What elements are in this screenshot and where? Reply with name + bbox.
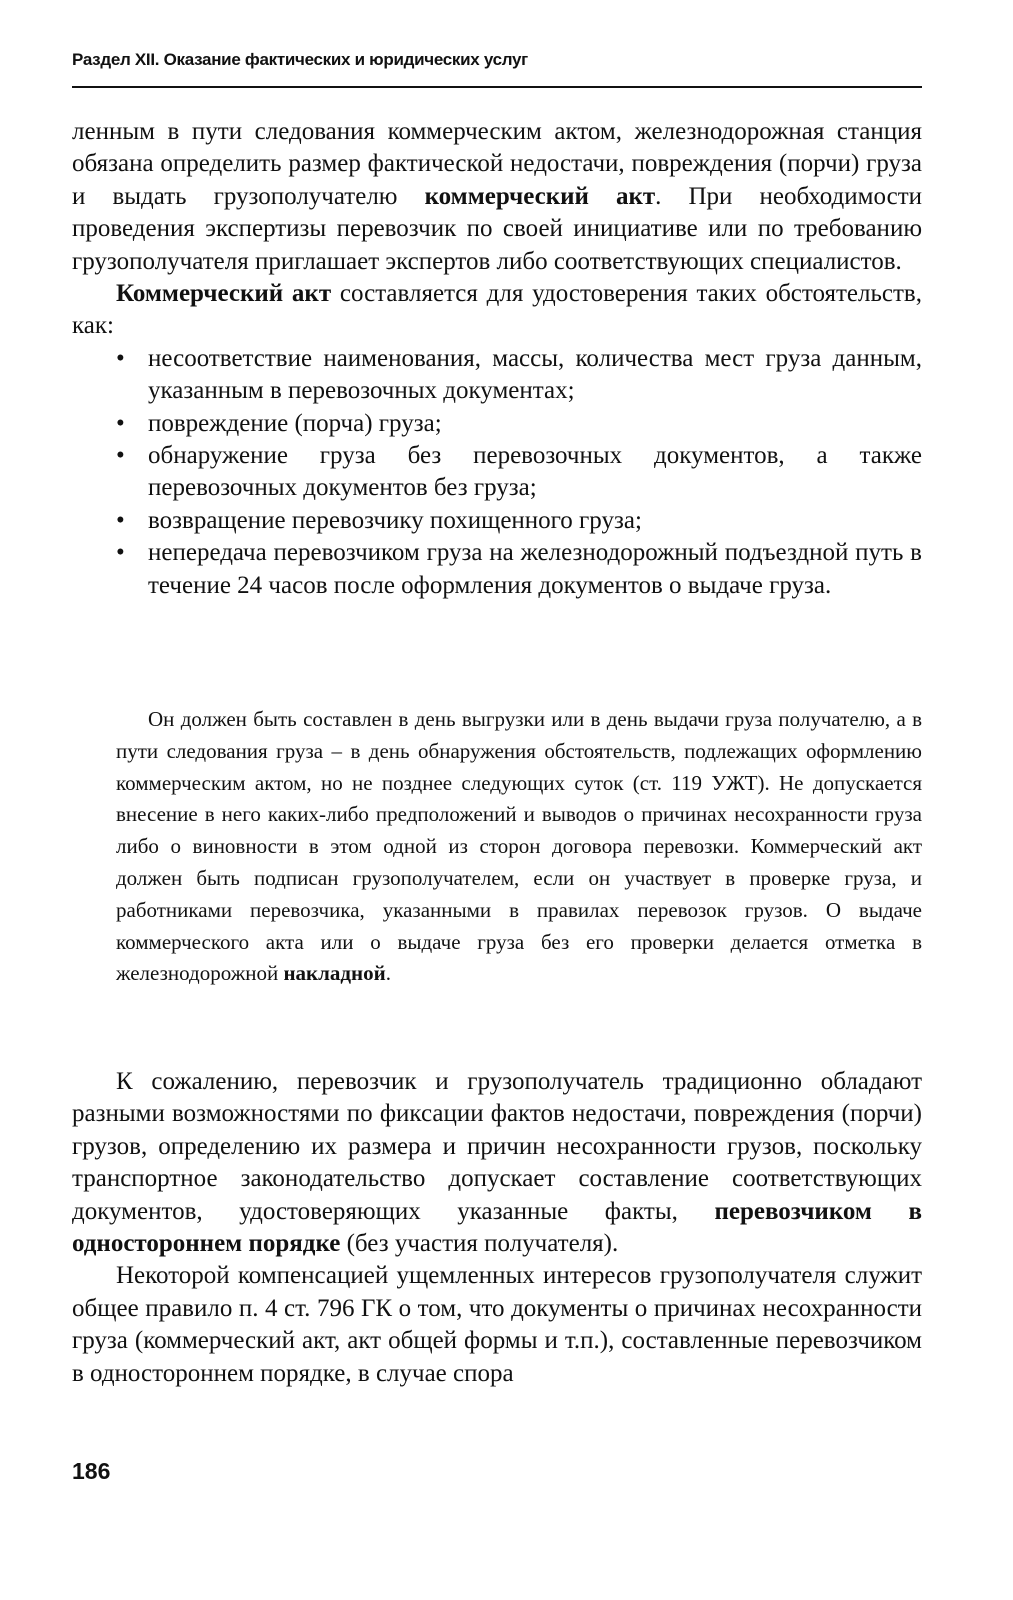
term-waybill: накладной: [283, 961, 386, 986]
bullet-marker: •: [116, 344, 125, 372]
list-item-text: непередача перевозчиком груза на железнодорожный подъездной путь в течение 24 часов после оформления документов о выдаче груза.: [148, 539, 922, 599]
small-print-block: [116, 704, 922, 990]
list-item-text: обнаружение груза без перевозочных документов, а также перевозочных документов без груза;: [148, 442, 922, 502]
paragraph-1-text-continued: . При необходимости проведения экспертизы перевозчик по своей инициативе или по требованию грузополучателя приглашает экспертов либо соответствующих специалистов.: [72, 182, 923, 275]
term-commercial-act: коммерческий акт: [424, 182, 656, 210]
list-item: [72, 505, 922, 537]
paragraph-1: [72, 116, 922, 278]
list-item: [72, 343, 922, 408]
paragraph-1-text: ленным в пути следования коммерческим актом, железнодорожная станция обязана определить размер фактической недостачи, повреждения (порчи) груза и выдать грузополучателю: [72, 118, 922, 210]
list-item: [72, 440, 922, 505]
paragraph-3: [72, 1066, 922, 1260]
term-commercial-act: Коммерческий акт: [116, 280, 332, 308]
small-print-paragraph: [116, 704, 922, 990]
main-text: [72, 116, 922, 602]
bullet-marker: •: [116, 539, 125, 567]
paragraph-3-text: К сожалению, перевозчик и грузополучатель традиционно обладают разными возможностями по фиксации фактов недостачи, повреждения (порчи) грузов, определению их размера и причин несохранности грузов, поскольку транспортное законодательство допускает составление соответствующих документов, удостоверяющих указанные факты,: [72, 1068, 922, 1225]
header-rule: [72, 86, 922, 88]
paragraph-2: [72, 278, 922, 343]
bullet-marker: •: [116, 409, 125, 437]
page-number: 186: [72, 1458, 111, 1484]
list-item-text: повреждение (порча) груза;: [148, 409, 442, 437]
term-unilateral: перевозчиком в одностороннем порядке: [72, 1197, 922, 1258]
list-item: [72, 408, 922, 440]
running-head: Раздел XII. Оказание фактических и юридических услуг: [72, 50, 528, 69]
small-print-text: Он должен быть составлен в день выгрузки или в день выдачи груза получателю, а в пути следования груза – в день обнаружения обстоятельств, подлежащих оформлению коммерческим актом, но не позднее следующих суток (ст. 119 УЖТ). Не допускается внесение в него каких-либо предположений и выводов о причинах несохранности груза либо о виновности в этом одной из сторон договора перевозки. Коммерческий акт должен быть подписан грузополучателем, если он участвует в проверке груза, и работниками перевозчика, указанными в правилах перевозок грузов. О выдаче коммерческого акта или о выдаче груза без его проверки делается отметка в железнодорожной: [116, 707, 922, 986]
bullet-list: [72, 343, 922, 602]
list-item: [72, 537, 922, 602]
main-text-continued: [72, 1066, 922, 1390]
paragraph-2-text: составляется для удостоверения таких обстоятельств, как:: [72, 280, 922, 340]
paragraph-3-text-end: (без участия получателя).: [340, 1230, 619, 1258]
bullet-marker: •: [116, 506, 125, 534]
small-print-text-end: .: [385, 961, 391, 986]
list-item-text: несоответствие наименования, массы, количества мест груза данным, указанным в перевозочных документах;: [148, 344, 922, 405]
paragraph-4-text: Некоторой компенсацией ущемленных интересов грузополучателя служит общее правило п. 4 ст. 796 ГК о том, что документы о причинах несохранности груза (коммерческий акт, акт общей формы и т.п.), составленные перевозчиком в одностороннем порядке, в случае спора: [72, 1262, 922, 1387]
paragraph-4: [72, 1260, 922, 1390]
list-item-text: возвращение перевозчику похищенного груза;: [148, 506, 642, 534]
bullet-marker: •: [116, 442, 125, 470]
